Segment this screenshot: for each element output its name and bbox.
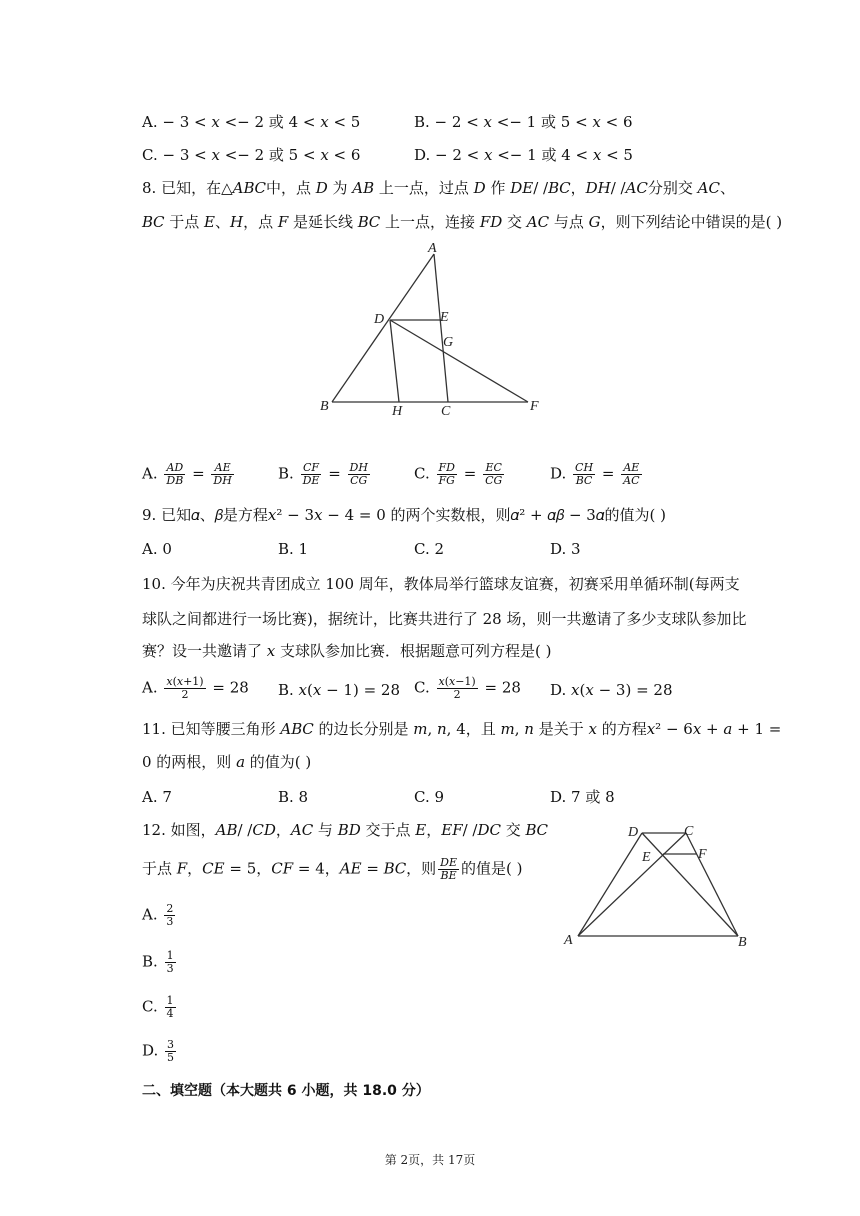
q10-stem-line3: 赛？设一共邀请了 𝑥 支球队参加比赛．根据题意可列方程是( ) [142, 642, 552, 660]
q12-label-c: C [684, 824, 694, 839]
q12-stem-line1: 12. 如图，𝐴𝐵/ /𝐶𝐷，𝐴𝐶 与 𝐵𝐷 交于点 𝐸，𝐸𝐹/ /𝐷𝐶 交 𝐵𝐶 [142, 821, 549, 839]
q11-stem-line1: 11. 已知等腰三角形 𝐴𝐵𝐶 的边长分别是 𝑚, 𝑛, 4，且 𝑚, 𝑛 是关于 𝑥 的方程𝑥² − 6𝑥 + 𝑎 + 1 = [142, 720, 782, 738]
q9-option-a: A. 0 [142, 540, 172, 558]
q8-option-d: D. $\frac{\text{𝐶𝐻}}{\text{𝐵𝐶}}$ = $\frac{\text{𝐴𝐸}}{\text{𝐴𝐶}}$ [550, 461, 640, 487]
q8-stem-line2: 𝐵𝐶 于点 𝐸、𝐻，点 𝐹 是延长线 𝐵𝐶 上一点，连接 𝐹𝐷 交 𝐴𝐶 与点 𝐺，则下列结论中错误的是( ) [142, 213, 783, 231]
q9-option-b: B. 1 [278, 540, 309, 558]
q8-option-c: C. $\frac{\text{𝐹𝐷}}{\text{𝐹𝐺}}$ = $\frac{\text{𝐸𝐶}}{\text{𝐶𝐺}}$ [414, 461, 503, 487]
q7-option-d: D. − 2 < 𝑥 <− 1 或 4 < 𝑥 < 5 [414, 146, 633, 164]
q12-option-a: A. $\frac{2}{3}$ [142, 902, 174, 928]
q8-label-a: A [428, 241, 437, 256]
q12-option-b: B. $\frac{1}{3}$ [142, 949, 174, 975]
q12-label-a: A [564, 933, 573, 948]
q12-stem-line2: 于点 𝐹，𝐶𝐸 = 5，𝐶𝐹 = 4，𝐴𝐸 = 𝐵𝐶，则 $\frac{\text{𝐷𝐸}}{\text{𝐵𝐸}}$ 的值是( ) [142, 856, 523, 882]
q8-label-c: C [441, 404, 451, 419]
q12-label-b: B [738, 935, 747, 950]
q8-label-e: E [440, 310, 449, 325]
q10-option-b: B. 𝑥(𝑥 − 1) = 28 [278, 681, 401, 699]
q8-option-a: A. $\frac{\text{𝐴𝐷}}{\text{𝐷𝐵}}$ = $\frac{\text{𝐴𝐸}}{\text{𝐷𝐻}}$ [142, 461, 232, 487]
section-heading-fill-in: 二、填空题（本大题共 6 小题，共 18.0 分） [142, 1083, 430, 1099]
q11-option-c: C. 9 [414, 788, 445, 806]
q11-option-d: D. 7 或 8 [550, 788, 615, 806]
q12-label-f: F [698, 847, 707, 862]
q8-label-h: H [392, 404, 403, 419]
q7-option-a: A. − 3 < 𝑥 <− 2 或 4 < 𝑥 < 5 [142, 113, 361, 131]
q9-option-c: C. 2 [414, 540, 445, 558]
q8-label-g: G [443, 335, 454, 350]
q7-option-b: B. − 2 < 𝑥 <− 1 或 5 < 𝑥 < 6 [414, 113, 633, 131]
q12-option-c: C. $\frac{1}{4}$ [142, 994, 174, 1020]
q10-stem-line2: 球队之间都进行一场比赛)，据统计，比赛共进行了 28 场，则一共邀请了多少支球队参加比 [142, 610, 747, 628]
page-footer: 第 2页，共 17页 [384, 1153, 476, 1167]
q11-stem-line2: 0 的两根，则 𝑎 的值为( ) [142, 753, 312, 771]
q10-stem-line1: 10. 今年为庆祝共青团成立 100 周年，教体局举行篮球友谊赛，初赛采用单循环制(每两支 [142, 575, 740, 593]
q8-label-b: B [320, 399, 329, 414]
q11-option-b: B. 8 [278, 788, 309, 806]
q12-label-d: D [628, 825, 639, 840]
q8-label-f: F [530, 399, 539, 414]
q9-stem: 9. 已知𝛼、𝛽是方程𝑥² − 3𝑥 − 4 = 0 的两个实数根，则𝛼² + 𝛼𝛽 − 3𝛼的值为( ) [142, 506, 666, 524]
q8-label-d: D [374, 312, 385, 327]
q9-option-d: D. 3 [550, 540, 581, 558]
q12-label-e: E [642, 850, 651, 865]
q8-stem-line1: 8. 已知，在△𝐴𝐵𝐶中，点 𝐷 为 𝐴𝐵 上一点，过点 𝐷 作 𝐷𝐸/ /𝐵𝐶，𝐷𝐻/ /𝐴𝐶分别交 𝐴𝐶、 [142, 179, 735, 197]
q12-trapezoid-figure [560, 818, 760, 953]
q7-option-c: C. − 3 < 𝑥 <− 2 或 5 < 𝑥 < 6 [142, 146, 361, 164]
q10-option-a: A. $\frac{\text{𝑥(𝑥+1)}}{2}$ = 28 [142, 675, 249, 701]
q8-triangle-figure [310, 240, 550, 420]
q12-option-d: D. $\frac{3}{5}$ [142, 1038, 175, 1064]
q10-option-d: D. 𝑥(𝑥 − 3) = 28 [550, 681, 673, 699]
q10-option-c: C. $\frac{\text{𝑥(𝑥−1)}}{2}$ = 28 [414, 675, 521, 701]
q11-option-a: A. 7 [142, 788, 172, 806]
q8-option-b: B. $\frac{\text{𝐶𝐹}}{\text{𝐷𝐸}}$ = $\frac{\text{𝐷𝐻}}{\text{𝐶𝐺}}$ [278, 461, 368, 487]
